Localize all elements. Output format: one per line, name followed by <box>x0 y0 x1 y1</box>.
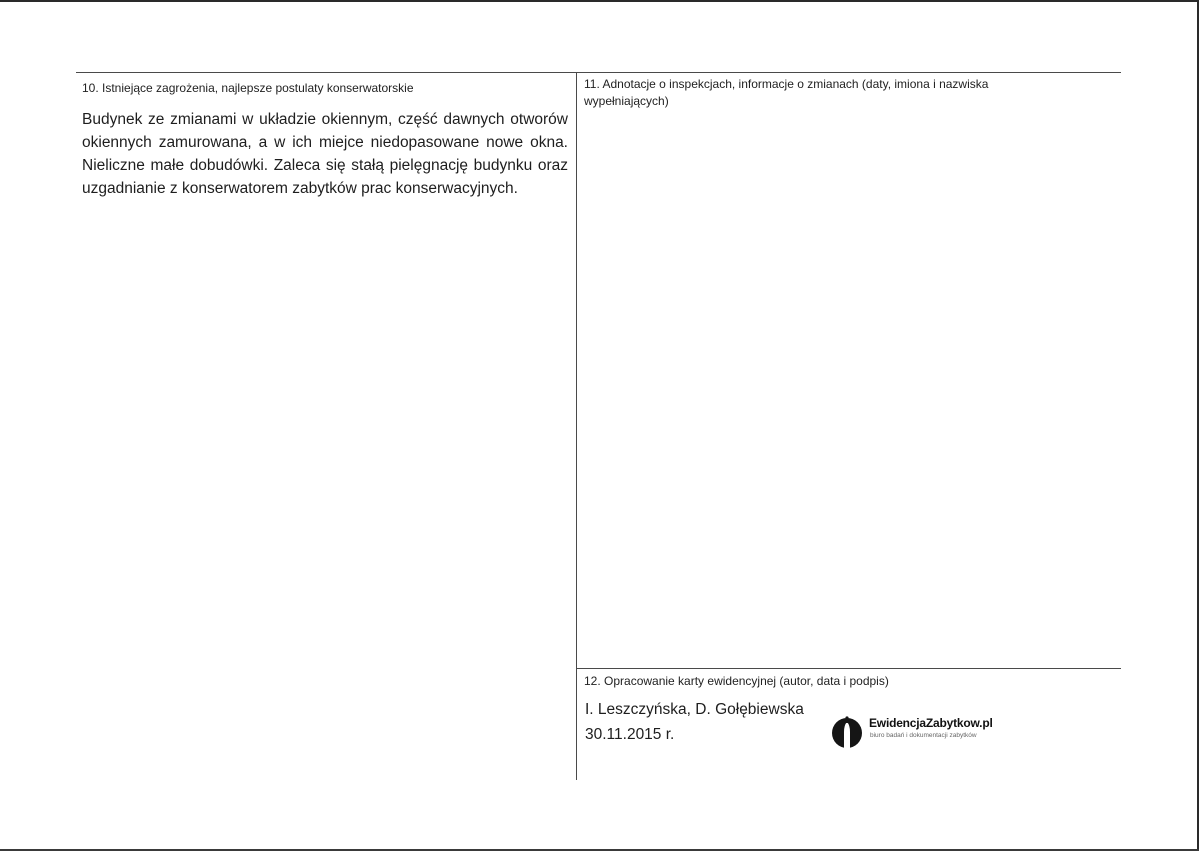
page-edge-top <box>0 0 1199 2</box>
section-11-label-line-1: 11. Adnotacje o inspekcjach, informacje o zmianach (daty, imiona i nazwiska <box>584 77 989 91</box>
building-silhouette-icon <box>831 714 865 750</box>
section-11-label-line-2: wypełniających) <box>584 94 669 108</box>
logo-name: EwidencjaZabytkow.pl <box>869 716 993 730</box>
section-10-text: Budynek ze zmianami w układzie okiennym, część dawnych otworów okiennych zamurowana, a w ich miejce niedopasowane nowe okna. Nieliczne małe dobudówki. Zaleca się stałą pielęgnację budynku oraz uzgadnianie z konserwatorem zabytków prac konserwacyjnych. <box>82 111 568 197</box>
logo-tagline: biuro badań i dokumentacji zabytków <box>870 732 977 739</box>
section-10-top-rule <box>76 72 576 73</box>
section-12-date: 30.11.2015 r. <box>585 726 675 743</box>
ewidencja-zabytkow-logo <box>831 714 1001 750</box>
section-12-label: 12. Opracowanie karty ewidencyjnej (autor, data i podpis) <box>584 674 889 688</box>
section-12-authors: I. Leszczyńska, D. Gołębiewska <box>585 701 804 718</box>
section-11-top-rule <box>576 72 1121 73</box>
section-12-top-rule <box>576 668 1121 669</box>
column-divider <box>576 72 577 780</box>
section-10-label: 10. Istniejące zagrożenia, najlepsze postulaty konserwatorskie <box>82 81 414 95</box>
